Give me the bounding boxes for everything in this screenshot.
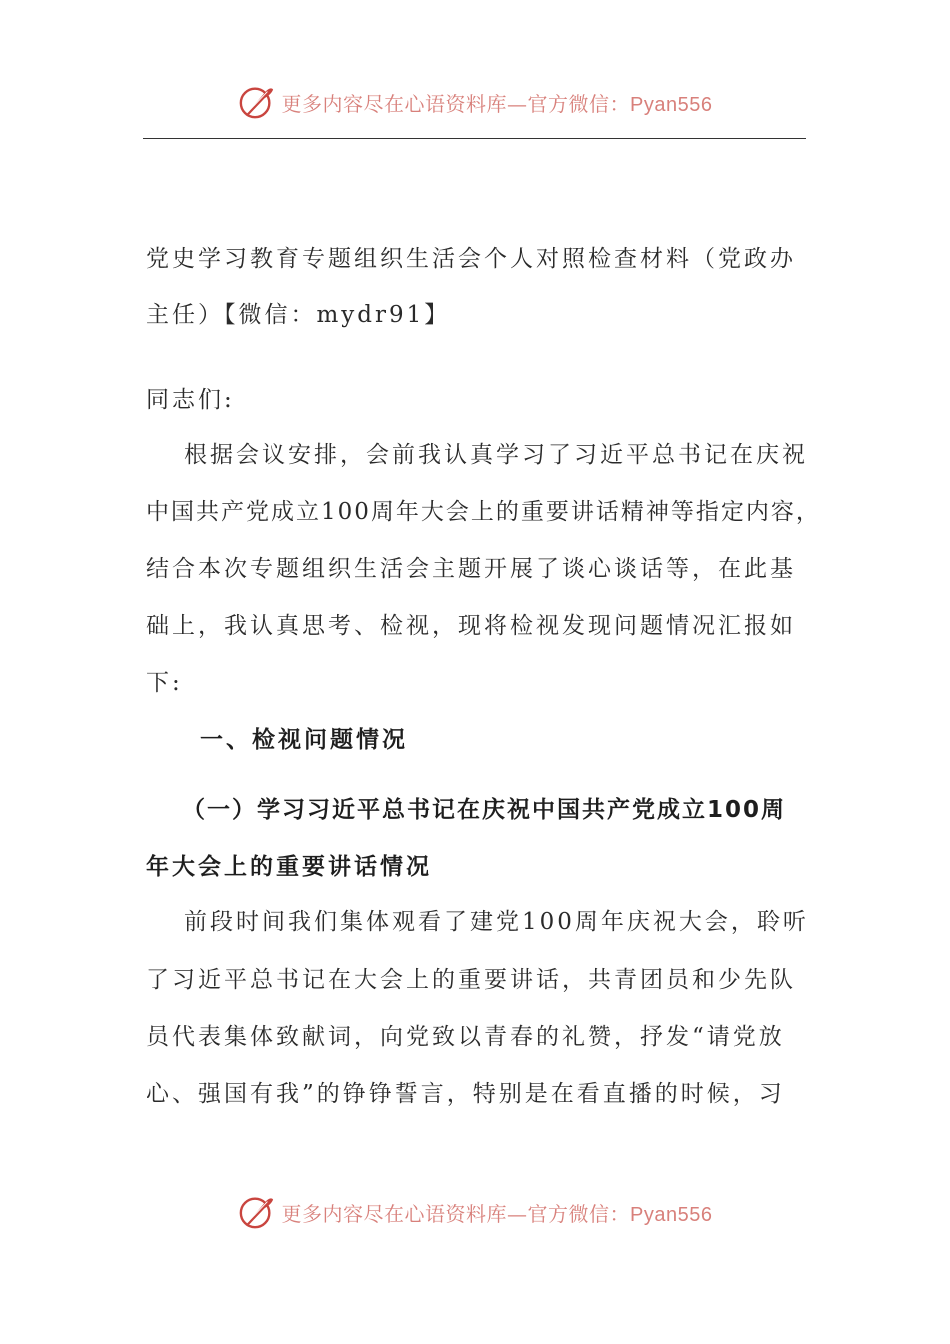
intro-line-2: 中国共产党成立100周年大会上的重要讲话精神等指定内容， (146, 499, 821, 525)
header-banner (0, 82, 950, 122)
section-heading-1: 一、检视问题情况 (200, 727, 408, 753)
intro-line-3: 结合本次专题组织生活会主题开展了谈心谈话等，在此基 (146, 556, 796, 582)
banner-text-main: 更多内容尽在心语资料库—官方微信： (281, 1201, 631, 1226)
body-line-4: 心、强国有我”的铮铮誓言，特别是在看直播的时候，习 (146, 1081, 785, 1107)
header-divider (143, 138, 806, 139)
quill-logo-icon (238, 83, 276, 121)
banner-text (282, 88, 713, 117)
intro-line-4: 础上，我认真思考、检视，现将检视发现问题情况汇报如 (146, 613, 796, 639)
intro-line-5: 下: (146, 670, 183, 696)
body-line-2: 了习近平总书记在大会上的重要讲话，共青团员和少先队 (146, 967, 796, 993)
subsection-heading-line-2: 年大会上的重要讲话情况 (146, 854, 432, 880)
subsection-heading-line-1: （一）学习习近平总书记在庆祝中国共产党成立100周 (182, 797, 787, 823)
intro-line-1: 根据会议安排，会前我认真学习了习近平总书记在庆祝 (184, 442, 808, 468)
footer-banner (0, 1192, 950, 1232)
document-title-line-2: 主任）【微信：mydr91】 (146, 302, 451, 328)
banner-wechat-id: Pyan556 (630, 93, 713, 116)
banner-wechat-id: Pyan556 (630, 1203, 713, 1226)
banner-text (282, 1198, 713, 1227)
body-line-1: 前段时间我们集体观看了建党100周年庆祝大会，聆听 (184, 909, 809, 935)
banner-text-main: 更多内容尽在心语资料库—官方微信： (281, 91, 631, 116)
quill-logo-icon (238, 1193, 276, 1231)
document-title-line-1: 党史学习教育专题组织生活会个人对照检查材料（党政办 (146, 246, 796, 272)
body-line-3: 员代表集体致献词，向党致以青春的礼赞，抒发“请党放 (146, 1024, 785, 1050)
salutation: 同志们: (146, 387, 235, 413)
